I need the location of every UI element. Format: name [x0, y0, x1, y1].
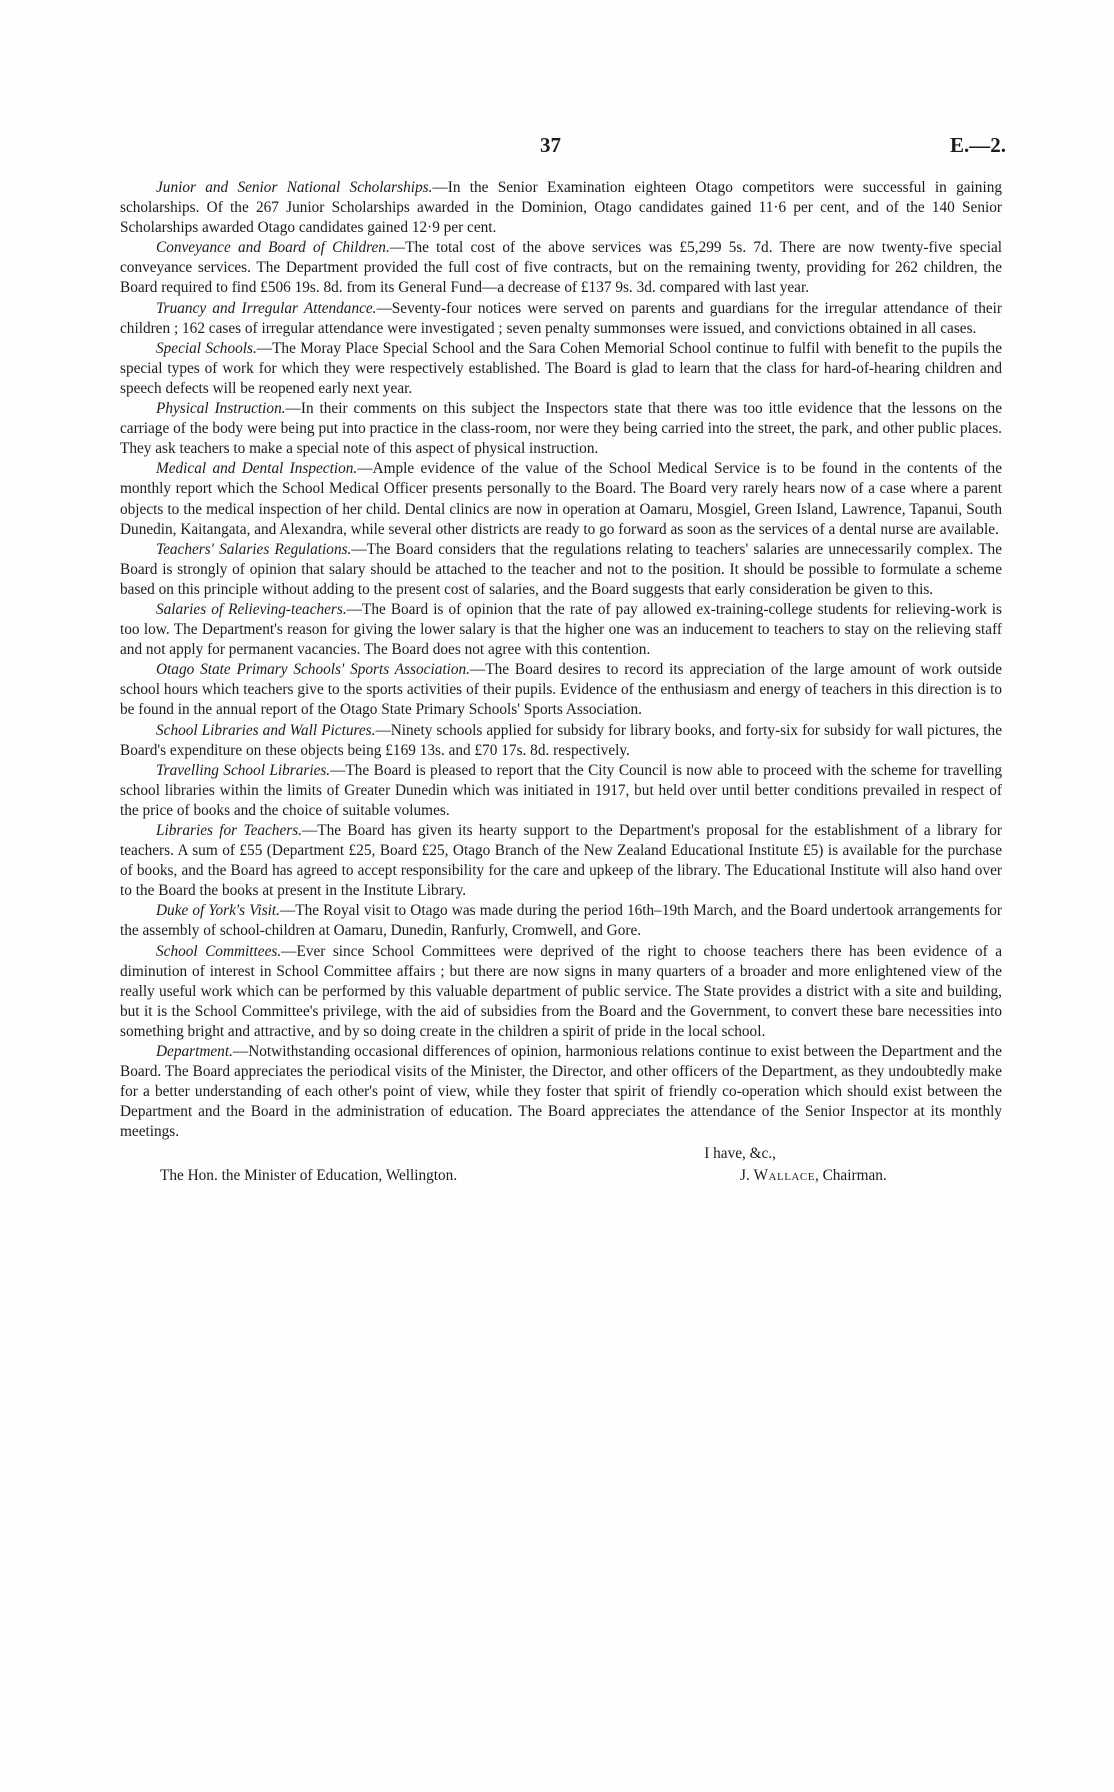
- paragraph-heading: Special Schools.: [156, 339, 257, 357]
- paragraph-sports-association: [120, 660, 1002, 720]
- paragraph-heading: Department.: [156, 1043, 233, 1061]
- paragraph-heading: Otago State Primary Schools' Sports Association.: [156, 661, 470, 679]
- paragraph-text: —The Board has given its hearty support to the Department's proposal for the establishment of a library for teachers. A sum of £55 (Department £25, Board £25, Otago Branch of the New Zealand Educational Institute £5) is available for the purchase of books, and the Board has agreed to accept responsibility for the care and upkeep of the library. The Educational Institute will also hand over to the Board the books at present in the Institute Library.: [120, 822, 1002, 900]
- signatory: [740, 1166, 887, 1186]
- paragraph-heading: Truancy and Irregular Attendance.: [156, 299, 377, 317]
- paragraph-heading: Junior and Senior National Scholarships.: [156, 179, 433, 196]
- paragraph-heading: Salaries of Relieving-teachers.: [156, 600, 347, 618]
- paragraph-heading: Duke of York's Visit.: [156, 902, 280, 920]
- paragraph-text: —The Moray Place Special School and the Sara Cohen Memorial School continue to fulfil with benefit to the pupils the special types of work for which they were respectively established. The Board is glad to learn that the class for hard-of-hearing children and speech defects will be reopened early next year.: [120, 339, 1002, 397]
- paragraph-text: —The Board is of opinion that the rate of pay allowed ex-training-college students for relieving-work is too low. The Department's reason for giving the lower salary is that the higher one was an inducement to teachers to stay on the relieving staff and not apply for permanent vacancies. The Board does not agree with this contention.: [120, 600, 1003, 659]
- paragraph-conveyance: [120, 238, 1002, 298]
- paragraph-heading: Teachers' Salaries Regulations.: [156, 540, 352, 558]
- paragraph-heading: Conveyance and Board of Children.: [156, 239, 390, 257]
- paragraph-relieving-teachers: [120, 600, 1002, 660]
- paragraph-school-committees: [120, 942, 1002, 1042]
- paragraph-heading: Medical and Dental Inspection.: [156, 460, 358, 478]
- paragraph-physical-instruction: [120, 399, 1002, 459]
- paragraph-heading: Libraries for Teachers.: [156, 822, 302, 839]
- paragraph-libraries-teachers: [120, 821, 1002, 901]
- addressee: The Hon. the Minister of Education, Wellington.: [160, 1166, 458, 1184]
- closing-block: [120, 1144, 1002, 1188]
- paragraph-heading: Travelling School Libraries.: [156, 761, 331, 779]
- paragraph-special-schools: [120, 339, 1002, 399]
- paragraph-medical-dental: [120, 459, 1002, 539]
- paragraph-text: —The total cost of the above services was £5,299 5s. 7d. There are now twenty-five special conveyance services. The Department provided the full cost of five contracts, but on the remaining twenty, providing for 262 children, the Board required to find £506 19s. 8d. from its General Fund—a decrease of £137 9s. 3d. compared with last year.: [120, 239, 1002, 297]
- signature-line: [120, 1166, 1002, 1188]
- paragraph-truancy: [120, 299, 1002, 339]
- report-body: [120, 178, 1002, 1188]
- paragraph-heading: School Committees.: [156, 942, 282, 960]
- paragraph-text: —In the Senior Examination eighteen Otago competitors were successful in gaining scholarships. Of the 267 Junior Scholarships awarded in the Dominion, Otago candidates gained 11·6 per cent, and of the 140 Senior Scholarships awarded Otago candidates gained 12·9 per cent.: [120, 179, 1003, 237]
- paragraph-teachers-salaries: [120, 540, 1002, 600]
- paragraph-text: —Ample evidence of the value of the School Medical Service is to be found in the contents of the monthly report which the School Medical Officer presents personally to the Board. The Board very rarely hears now of a case where a parent objects to the medical inspection of her child. Dental clinics are now in operation at Oamaru, Mosgiel, Green Island, Lawrence, Tapanui, South Dunedin, Kaitangata, and Alexandra, while several other districts are ready to go forward as soon as the services of a dental nurse are available.: [120, 460, 1002, 538]
- paragraph-royal-visit: [120, 901, 1002, 941]
- paragraph-text: —Notwithstanding occasional differences of opinion, harmonious relations continue to exist between the Department and the Board. The Board appreciates the periodical visits of the Minister, the Director, and other officers of the Department, as they undoubtedly make for a better understanding of each other's point of view, while they foster that spirit of friendly co-operation which should exist between the Department and the Board in the administration of education. The Board appreciates the attendance of the Senior Inspector at its monthly meetings.: [120, 1043, 1002, 1141]
- paragraph-libraries-pictures: [120, 721, 1002, 761]
- paragraph-text: —Ever since School Committees were deprived of the right to choose teachers there has been evidence of a diminution of interest in School Committee affairs ; but there are now signs in many quarters of a broader and more enlightened view of the really useful work which can be performed by this valuable department of public service. The State provides a district with a site and building, but it is the School Committee's privilege, with the aid of subsidies from the Board and the Government, to convert these bare necessities into something bright and attractive, and by so doing create in the children a spirit of pride in the local school.: [120, 942, 1003, 1040]
- paragraph-text: —The Board is pleased to report that the City Council is now able to proceed with the scheme for travelling school libraries within the limits of Greater Dunedin which was initiated in 1917, but held over until better conditions prevailed in respect of the price of books and the choice of suitable volumes.: [120, 761, 1002, 819]
- page-header: [0, 133, 1114, 159]
- signatory-initial: J.: [740, 1166, 750, 1184]
- valediction: I have, &c.,: [704, 1144, 776, 1162]
- paragraph-heading: School Libraries and Wall Pictures.: [156, 721, 376, 739]
- paragraph-text: —The Board considers that the regulations relating to teachers' salaries are unnecessarily complex. The Board is strongly of opinion that salary should be attached to the teacher and not to the position. It should be possible to formulate a scheme based on this principle without adding to the present cost of salaries, and the Board suggests that early consideration be given to this.: [120, 540, 1002, 598]
- paragraph-text: —Seventy-four notices were served on parents and guardians for the irregular attendance of their children ; 162 cases of irregular attendance were investigated ; seven penalty summonses were issued, and convictions obtained in all cases.: [120, 299, 1002, 337]
- paragraph-text: —The Board desires to record its appreciation of the large amount of work outside school hours which teachers give to the sports activities of their pupils. Evidence of the enthusiasm and energy of teachers in this direction is to be found in the annual report of the Otago State Primary Schools' Sports Association.: [120, 661, 1002, 719]
- paragraph-text: —Ninety schools applied for subsidy for library books, and forty-six for subsidy for wall pictures, the Board's expenditure on these objects being £169 13s. and £70 17s. 8d. respectively.: [120, 721, 1002, 759]
- signatory-title: , Chairman.: [814, 1166, 887, 1184]
- signatory-surname: Wallace: [753, 1166, 815, 1184]
- paragraph-text: —The Royal visit to Otago was made during the period 16th–19th March, and the Board undertook arrangements for the assembly of school-children at Oamaru, Dunedin, Ranfurly, Cromwell, and Gore.: [120, 902, 1002, 940]
- page-number: 37: [540, 133, 561, 157]
- paragraph-heading: Physical Instruction.: [156, 400, 286, 418]
- document-reference: E.—2.: [949, 133, 1006, 157]
- paragraph-department: [120, 1042, 1002, 1142]
- paragraph-travelling-libraries: [120, 761, 1002, 821]
- paragraph-text: —In their comments on this subject the Inspectors state that there was too ittle evidence that the lessons on the carriage of the body were being put into practice in the class-room, nor were they being carried into the street, the park, and other public places. They ask teachers to make a special note of this aspect of physical instruction.: [120, 400, 1002, 458]
- paragraph-scholarships: [120, 178, 1002, 238]
